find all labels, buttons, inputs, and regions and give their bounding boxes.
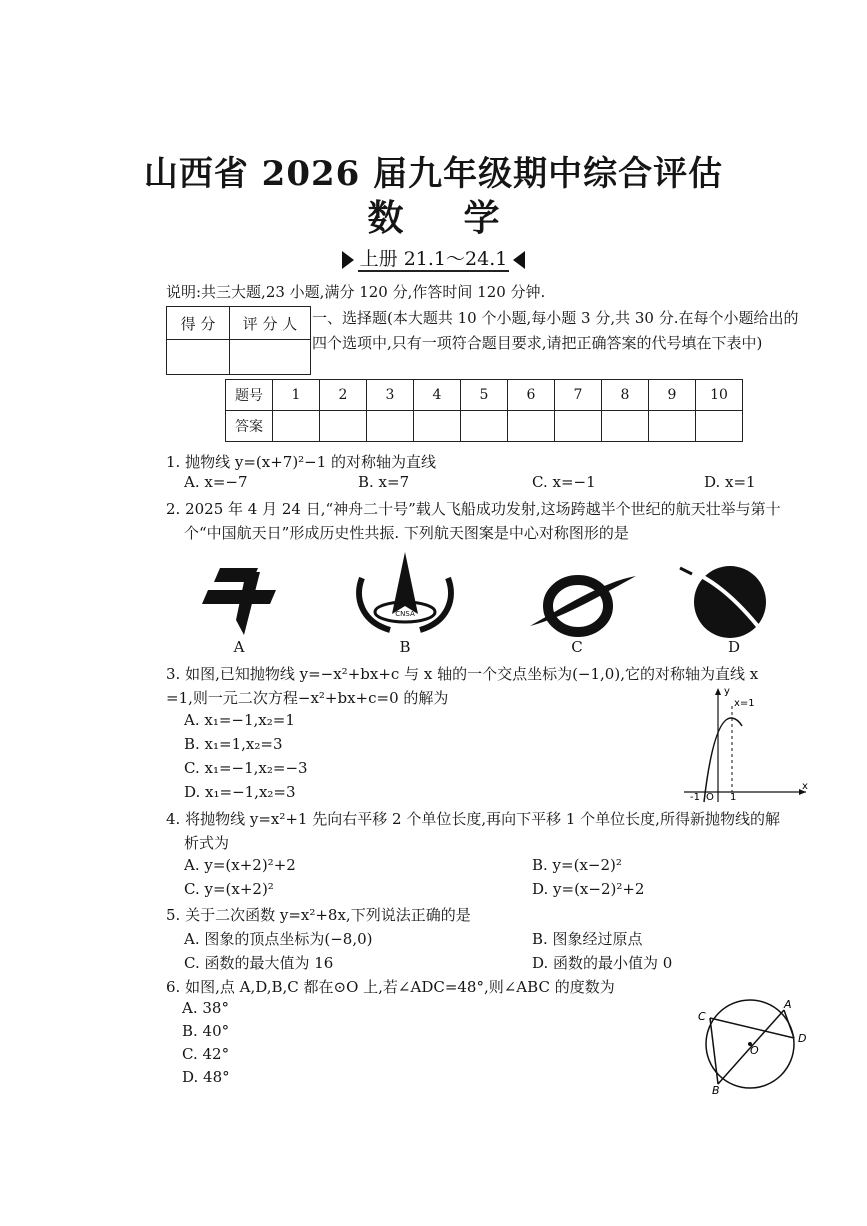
fig-o-label: O <box>706 792 714 803</box>
q1-option-d: D. x=1 <box>704 473 756 491</box>
q1-option-b: B. x=7 <box>358 473 410 491</box>
q6-stem: 6. 如图,点 A,D,B,C 都在⊙O 上,若∠ADC=48°,则∠ABC 的度数为 <box>166 978 615 996</box>
q2-label-b: B <box>399 638 411 656</box>
q4-option-a: A. y=(x+2)²+2 <box>184 856 296 874</box>
q4-stem-line1: 4. 将抛物线 y=x²+1 先向右平移 2 个单位长度,再向下平移 1 个单位长度,所得新抛物线的解 <box>166 810 780 828</box>
q3-stem-line1: 3. 如图,已知抛物线 y=−x²+bx+c 与 x 轴的一个交点坐标为(−1,0),它的对称轴为直线 x <box>166 665 759 683</box>
q3-option-d: D. x₁=−1,x₂=3 <box>184 783 296 801</box>
q3-stem-line2: =1,则一元二次方程−x²+bx+c=0 的解为 <box>166 689 449 707</box>
scope-text: 上册 21.1～24.1 <box>359 248 508 270</box>
question-number: 7 <box>555 380 602 411</box>
point-d-label: D <box>798 1032 807 1045</box>
question-number: 6 <box>508 380 555 411</box>
q5-option-a: A. 图象的顶点坐标为(−8,0) <box>184 930 373 948</box>
q5-option-c: C. 函数的最大值为 16 <box>184 954 334 972</box>
question-number: 8 <box>602 380 649 411</box>
logo-c-image <box>522 568 640 640</box>
left-triangle-icon <box>513 251 525 269</box>
q6-circle-figure <box>694 996 820 1096</box>
q6-option-d: D. 48° <box>182 1068 230 1086</box>
score-box <box>166 306 311 375</box>
question-number: 1 <box>273 380 320 411</box>
q3-option-c: C. x₁=−1,x₂=−3 <box>184 759 308 777</box>
answer-cell[interactable] <box>273 411 320 442</box>
question-number: 3 <box>367 380 414 411</box>
q4-option-d: D. y=(x−2)²+2 <box>532 880 645 898</box>
q4-option-b: B. y=(x−2)² <box>532 856 622 874</box>
section1-heading: 一、选择题(本大题共 10 个小题,每小题 3 分,共 30 分.在每个小题给出的四个选项中,只有一项符合题目要求,请把正确答案的代号填在下表中) <box>312 309 799 352</box>
q2-stem-line1: 2. 2025 年 4 月 24 日,“神舟二十号”载人飞船成功发射,这场跨越半个世纪的航天壮举与第十 <box>166 500 781 518</box>
q5-option-d: D. 函数的最小值为 0 <box>532 954 673 972</box>
q4-stem-line2: 析式为 <box>184 834 230 852</box>
grader-header: 评 分 人 <box>230 307 311 340</box>
q6-option-a: A. 38° <box>182 999 229 1017</box>
q3-option-a: A. x₁=−1,x₂=1 <box>184 711 295 729</box>
row-label-answer: 答案 <box>226 411 273 442</box>
q5-stem: 5. 关于二次函数 y=x²+8x,下列说法正确的是 <box>166 906 471 924</box>
q6-option-c: C. 42° <box>182 1045 230 1063</box>
point-o-label: O <box>750 1044 759 1057</box>
exam-title: 山西省 2026 届九年级期中综合评估 <box>143 154 724 194</box>
q1-option-a: A. x=−7 <box>184 473 248 491</box>
logo-a-image <box>200 560 284 638</box>
logo-d-image <box>678 560 788 642</box>
answer-cell[interactable] <box>555 411 602 442</box>
q2-label-c: C <box>571 638 583 656</box>
score-cell[interactable] <box>167 340 230 375</box>
answer-cell[interactable] <box>696 411 743 442</box>
q5-option-b: B. 图象经过原点 <box>532 930 643 948</box>
question-number: 4 <box>414 380 461 411</box>
answer-cell[interactable] <box>461 411 508 442</box>
question-number: 10 <box>696 380 743 411</box>
scope-line <box>0 244 867 271</box>
answer-table <box>225 379 743 442</box>
q6-option-b: B. 40° <box>182 1022 230 1040</box>
q1-stem: 1. 抛物线 y=(x+7)²−1 的对称轴为直线 <box>166 453 437 471</box>
answer-cell[interactable] <box>508 411 555 442</box>
score-header: 得 分 <box>167 307 230 340</box>
point-b-label: B <box>712 1084 720 1096</box>
logo-b-image <box>350 548 460 640</box>
q4-option-c: C. y=(x+2)² <box>184 880 274 898</box>
answer-cell[interactable] <box>649 411 696 442</box>
fig-y-label: y <box>724 686 730 697</box>
fig-axis-label: x=1 <box>734 698 755 709</box>
point-a-label: A <box>784 998 792 1011</box>
q3-parabola-figure <box>680 686 810 804</box>
answer-cell[interactable] <box>320 411 367 442</box>
q3-option-b: B. x₁=1,x₂=3 <box>184 735 283 753</box>
exam-note: 说明:共三大题,23 小题,满分 120 分,作答时间 120 分钟. <box>166 283 546 301</box>
fig-x-label: x <box>802 781 808 792</box>
fig-minus1-label: -1 <box>690 792 700 803</box>
q1-option-c: C. x=−1 <box>532 473 596 491</box>
logo-b-text: CNSA <box>395 610 415 618</box>
answer-cell[interactable] <box>367 411 414 442</box>
row-label-number: 题号 <box>226 380 273 411</box>
question-number: 5 <box>461 380 508 411</box>
fig-1-label: 1 <box>730 792 737 803</box>
answer-cell[interactable] <box>602 411 649 442</box>
right-triangle-icon <box>342 251 354 269</box>
point-c-label: C <box>698 1010 706 1023</box>
answer-cell[interactable] <box>414 411 461 442</box>
grader-cell[interactable] <box>230 340 311 375</box>
q2-label-d: D <box>727 638 741 656</box>
q2-stem-line2: 个“中国航天日”形成历史性共振. 下列航天图案是中心对称图形的是 <box>184 524 629 542</box>
q2-label-a: A <box>233 638 245 656</box>
question-number: 2 <box>320 380 367 411</box>
subject-title: 数学 <box>367 197 560 239</box>
question-number: 9 <box>649 380 696 411</box>
